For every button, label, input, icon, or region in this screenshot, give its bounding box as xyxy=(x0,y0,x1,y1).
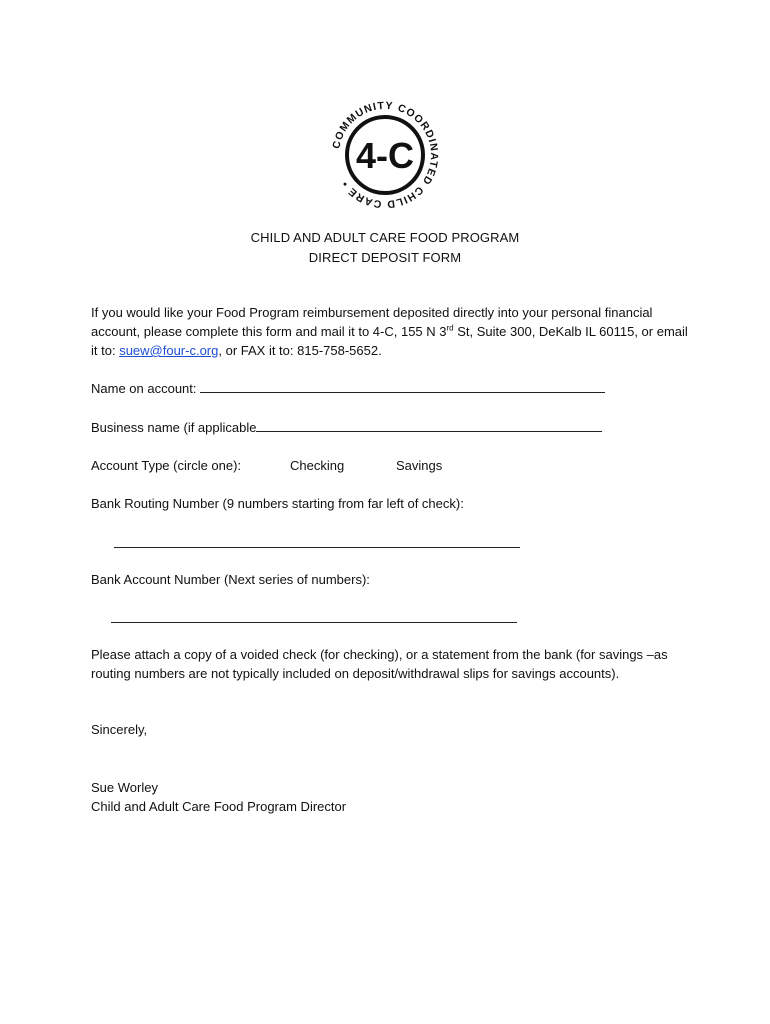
logo-center-text: 4-C xyxy=(355,135,415,176)
routing-number-label: Bank Routing Number (9 numbers starting from far left of check): xyxy=(91,496,464,511)
name-on-account-row xyxy=(91,379,605,398)
account-type-label: Account Type (circle one): xyxy=(91,458,242,473)
account-number-line[interactable] xyxy=(111,622,517,623)
name-on-account-line[interactable] xyxy=(200,379,605,393)
option-savings[interactable]: Savings xyxy=(396,458,443,473)
name-on-account-label: Name on account: xyxy=(91,381,197,396)
form-title: DIRECT DEPOSIT FORM xyxy=(308,250,462,265)
ordinal-superscript: rd xyxy=(446,323,454,333)
business-name-label: Business name (if applicable xyxy=(91,420,257,435)
email-link[interactable]: suew@four-c.org xyxy=(119,343,219,358)
intro-paragraph: If you would like your Food Program reimbursement deposited directly into your personal financial account, please complete this form and mail it to 4-C, 155 N 3rd St, Suite 300, DeKalb IL 60115, or email it to: suew@four-c.org, or FAX it to: 815-758-5652. xyxy=(91,305,688,358)
account-number-label: Bank Account Number (Next series of numbers): xyxy=(91,572,370,587)
option-checking[interactable]: Checking xyxy=(290,458,345,473)
4c-logo xyxy=(325,95,445,215)
salutation: Sincerely, xyxy=(91,722,148,737)
attachment-note: Please attach a copy of a voided check (for checking), or a statement from the bank (for savings –as routing numbers are not typically included on deposit/withdrawal slips for savings accounts). xyxy=(91,647,668,681)
program-title: CHILD AND ADULT CARE FOOD PROGRAM xyxy=(250,230,520,245)
signer-title: Child and Adult Care Food Program Director xyxy=(91,799,347,814)
signer-name: Sue Worley xyxy=(91,780,158,795)
form-heading xyxy=(0,228,770,268)
routing-number-line[interactable] xyxy=(114,547,520,548)
4c-logo-seal xyxy=(325,95,445,215)
business-name-line[interactable] xyxy=(256,418,602,432)
business-name-row xyxy=(91,418,602,437)
logo-ring-text: COMMUNITY COORDINATED CHILD CARE • xyxy=(330,99,441,211)
